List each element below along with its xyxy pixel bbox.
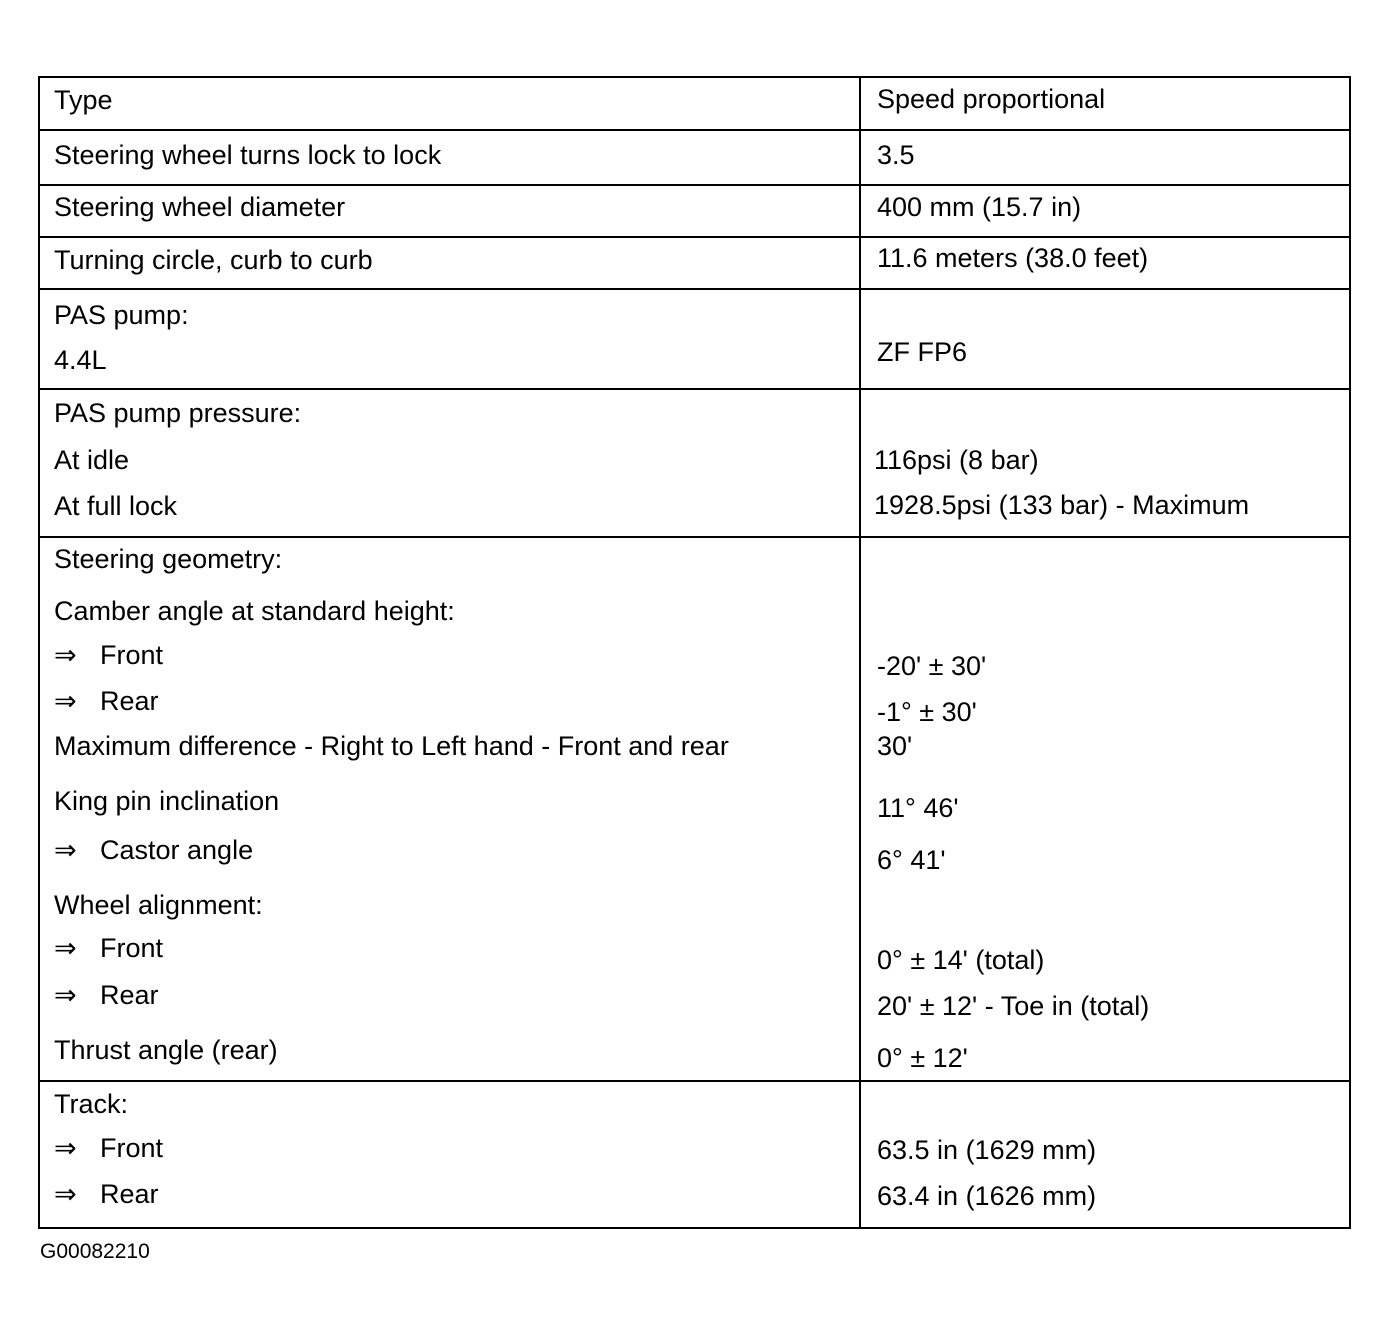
- label-track-front: [54, 1133, 163, 1163]
- column-border: [859, 77, 861, 1229]
- value-max-difference: 30': [877, 731, 913, 761]
- row-divider: [38, 76, 1351, 78]
- value-pump: ZF FP6: [877, 337, 968, 367]
- value-type: Speed proportional: [877, 84, 1106, 114]
- label-pressure: PAS pump pressure:: [54, 398, 302, 428]
- label-thrust: Thrust angle (rear): [54, 1035, 278, 1065]
- arrow-icon: ⇒: [54, 686, 77, 716]
- label-turning: Turning circle, curb to curb: [54, 245, 373, 275]
- value-diameter: 400 mm (15.7 in): [877, 192, 1082, 222]
- value-camber-front: -20' ± 30': [877, 651, 987, 681]
- label-max-difference: Maximum difference - Right to Left hand - Front and rear: [54, 731, 729, 761]
- label-alignment: Wheel alignment:: [54, 890, 263, 920]
- row-divider: [38, 536, 1351, 538]
- arrow-icon: ⇒: [54, 1133, 77, 1163]
- value-camber-rear: -1° ± 30': [877, 697, 977, 727]
- arrow-icon: ⇒: [54, 640, 77, 670]
- row-divider: [38, 288, 1351, 290]
- value-track-front: 63.5 in (1629 mm): [877, 1135, 1097, 1165]
- column-border: [38, 77, 40, 1229]
- row-divider: [38, 129, 1351, 131]
- value-turns: 3.5: [877, 140, 915, 170]
- arrow-icon: ⇒: [54, 933, 77, 963]
- align-rear-text: Rear: [100, 980, 159, 1010]
- value-thrust: 0° ± 12': [877, 1043, 968, 1073]
- column-border: [1349, 77, 1351, 1229]
- value-align-front: 0° ± 14' (total): [877, 945, 1045, 975]
- arrow-icon: ⇒: [54, 1179, 77, 1209]
- value-align-rear: 20' ± 12' - Toe in (total): [877, 991, 1150, 1021]
- value-track-rear: 63.4 in (1626 mm): [877, 1181, 1097, 1211]
- figure-id: G00082210: [40, 1240, 150, 1263]
- label-diameter: Steering wheel diameter: [54, 192, 346, 222]
- track-front-text: Front: [100, 1133, 164, 1163]
- label-pump-engine: 4.4L: [54, 345, 107, 375]
- arrow-icon: ⇒: [54, 980, 77, 1010]
- label-pump: PAS pump:: [54, 300, 189, 330]
- label-king-pin: King pin inclination: [54, 786, 280, 816]
- value-king-pin: 11° 46': [877, 793, 959, 823]
- castor-text: Castor angle: [100, 835, 254, 865]
- value-idle: 116psi (8 bar): [874, 445, 1039, 475]
- label-align-rear: [54, 980, 159, 1010]
- track-rear-text: Rear: [100, 1179, 159, 1209]
- align-front-text: Front: [100, 933, 164, 963]
- label-full-lock: At full lock: [54, 491, 178, 521]
- label-castor: [54, 835, 253, 865]
- row-divider: [38, 1080, 1351, 1082]
- label-track: Track:: [54, 1089, 128, 1119]
- row-divider: [38, 236, 1351, 238]
- label-geometry: Steering geometry:: [54, 544, 283, 574]
- label-idle: At idle: [54, 445, 130, 475]
- label-camber-front: [54, 640, 163, 670]
- row-divider: [38, 1227, 1351, 1229]
- value-full-lock: 1928.5psi (133 bar) - Maximum: [874, 490, 1250, 520]
- label-align-front: [54, 933, 163, 963]
- label-track-rear: [54, 1179, 159, 1209]
- label-type: Type: [54, 85, 113, 115]
- value-castor: 6° 41': [877, 845, 946, 875]
- camber-rear-text: Rear: [100, 686, 159, 716]
- arrow-icon: ⇒: [54, 835, 77, 865]
- label-turns: Steering wheel turns lock to lock: [54, 140, 442, 170]
- label-camber-rear: [54, 686, 159, 716]
- camber-front-text: Front: [100, 640, 164, 670]
- row-divider: [38, 184, 1351, 186]
- row-divider: [38, 388, 1351, 390]
- value-turning: 11.6 meters (38.0 feet): [877, 243, 1149, 273]
- label-camber: Camber angle at standard height:: [54, 596, 455, 626]
